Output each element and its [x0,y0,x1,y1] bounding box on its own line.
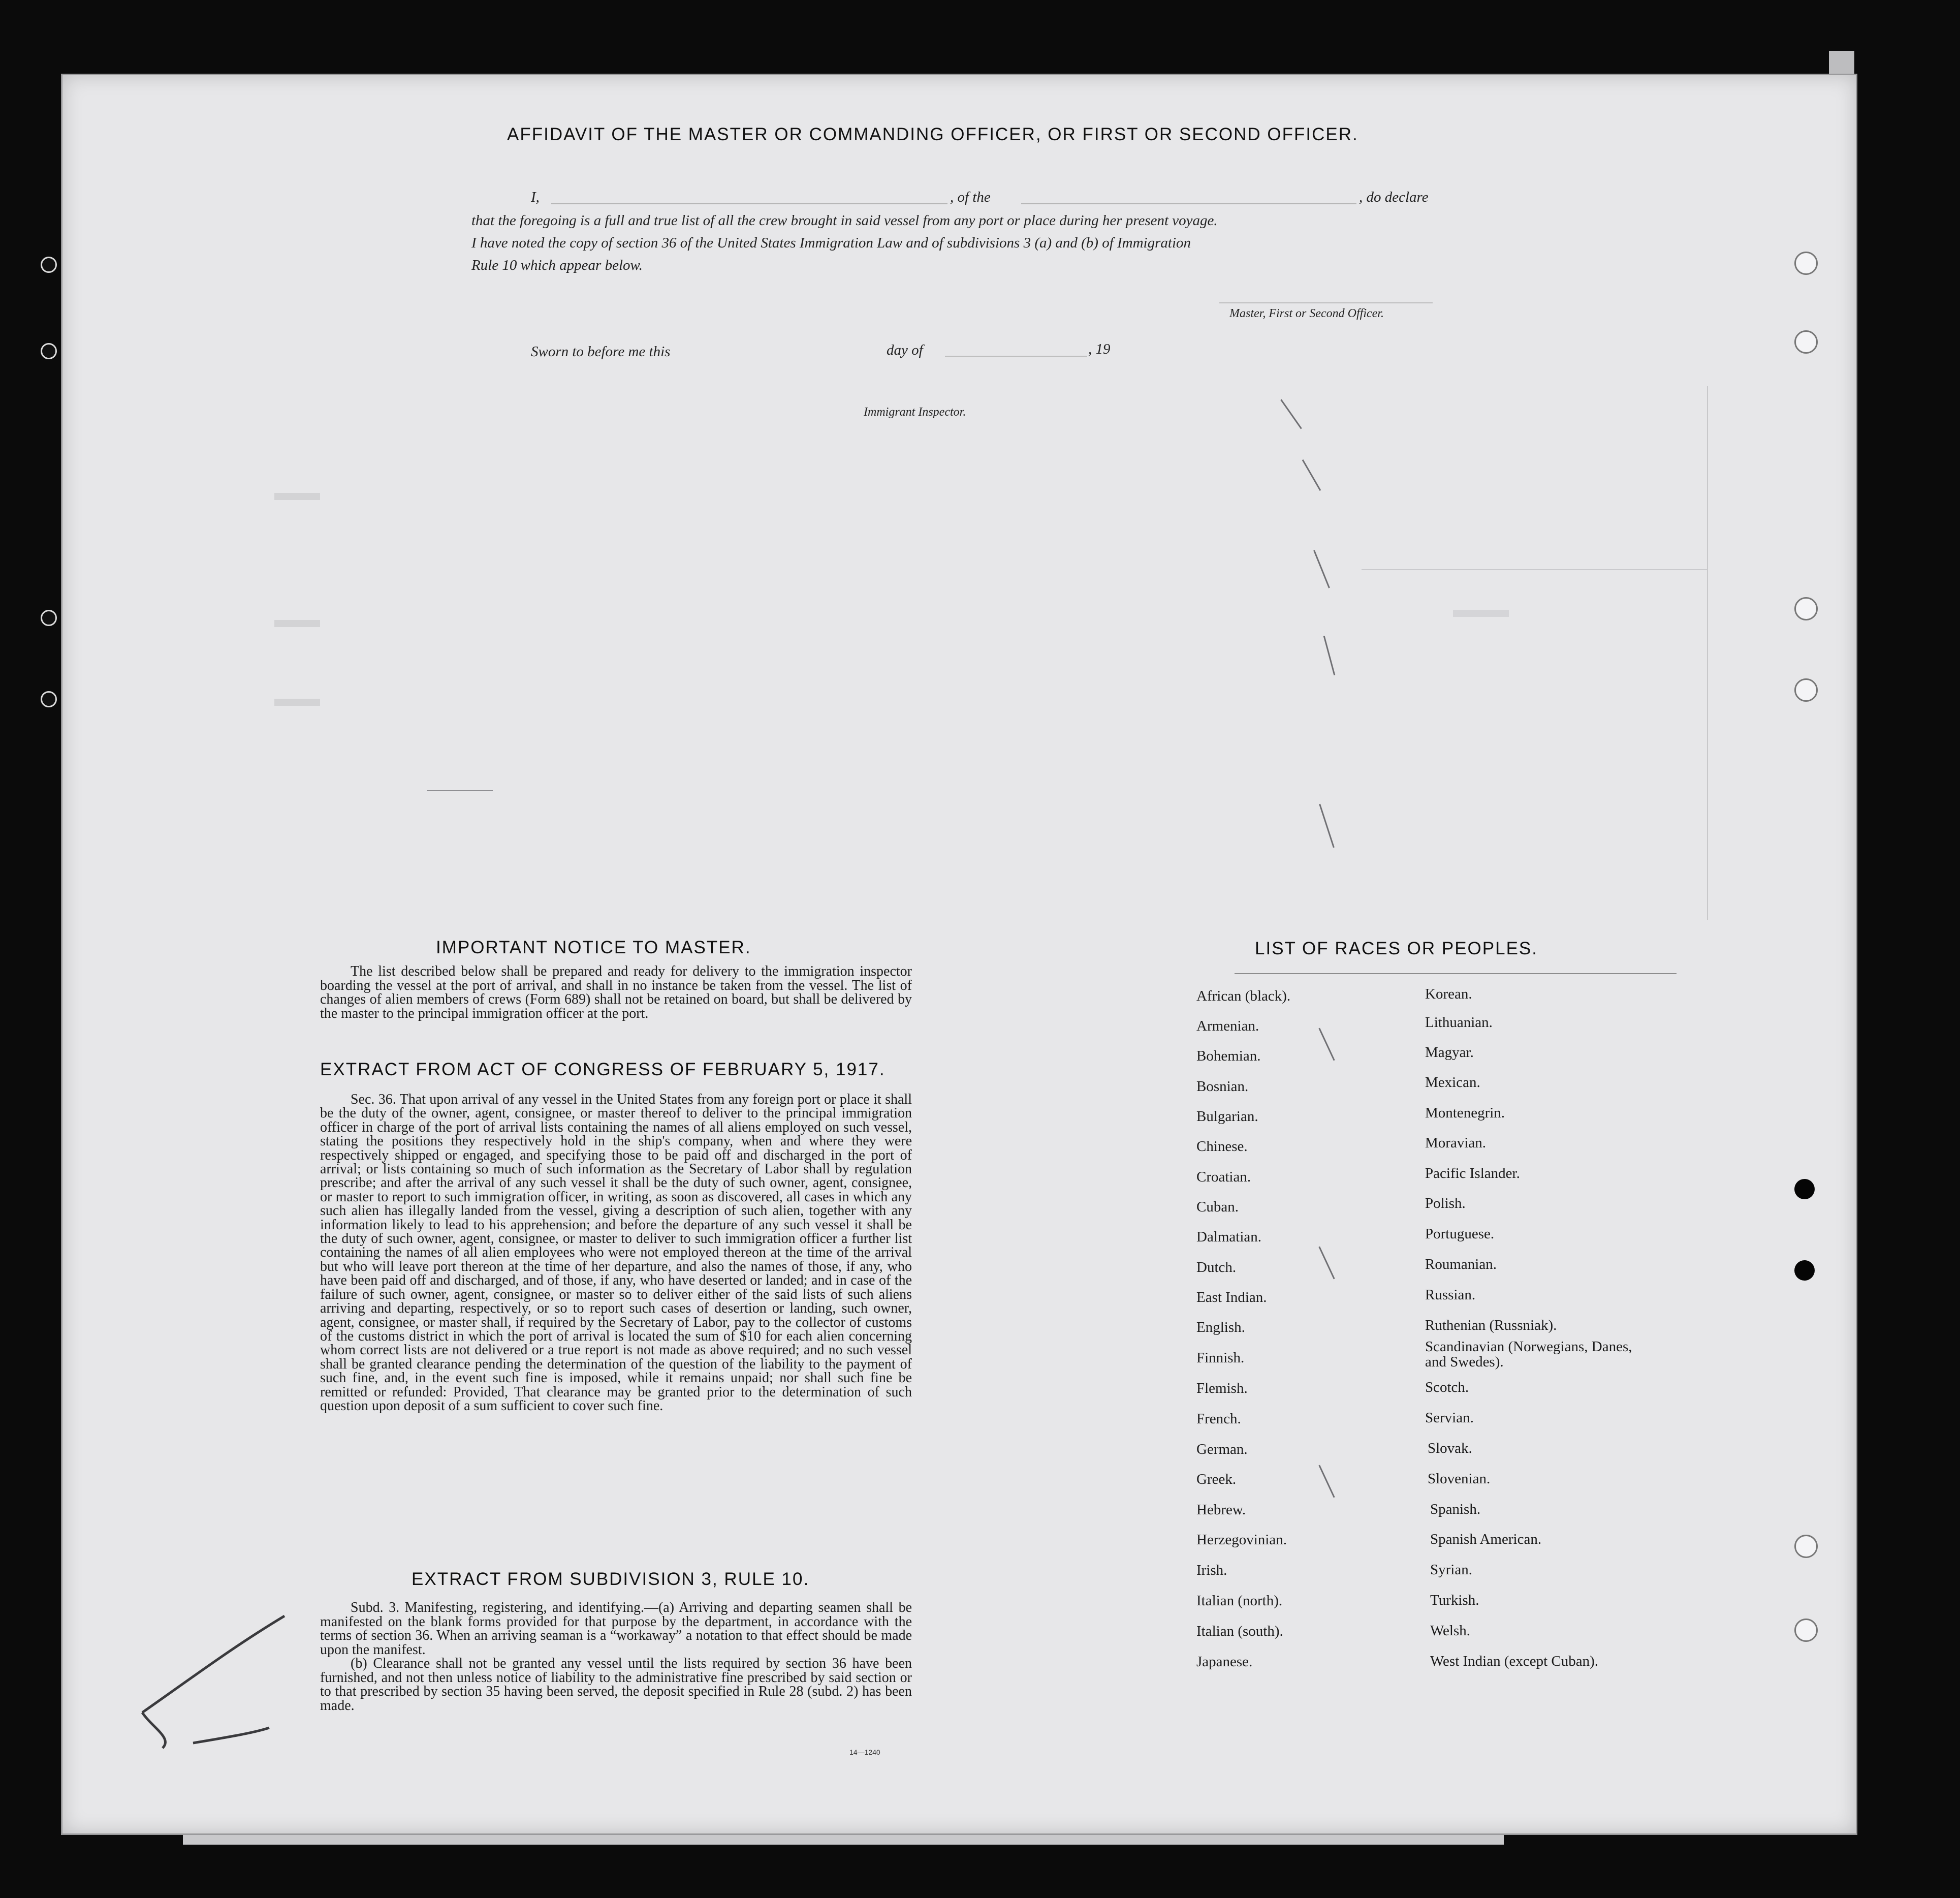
race-item: Italian (south). [1196,1623,1283,1639]
rule-text-b: (b) Clearance shall not be granted any vessel until the lists required by section 36 have been furnished, and not then unless notice of liability to the administrative fine prescribed by said section or to that prescribed by section 35 having been served, the deposit specified in Rule 28 (subd. 2) has been made. [320,1656,912,1714]
races-title: LIST OF RACES OR PEOPLES. [1255,939,1538,958]
month-blank [945,356,1087,357]
race-item: Slovenian. [1428,1471,1491,1487]
rule-text-a: Subd. 3. Manifesting, registering, and identifying.—(a) Arriving and departing seamen shall be manifested on the blank forms provided for that purpose by the department, in accordance with the terms of section 36. When an arriving seaman is a “workaway” a notation to that effect should be made upon the manifest. [320,1600,912,1658]
affidavit-i: I, [531,189,540,205]
year-19: , 19 [1088,341,1111,357]
act-paragraph [320,1093,912,1413]
punch-hole [1794,1535,1818,1558]
race-item: Chinese. [1196,1138,1248,1155]
race-item: Dalmatian. [1196,1229,1262,1245]
race-item: Bohemian. [1196,1048,1261,1064]
affidavit-declare: , do declare [1359,189,1429,205]
race-item: Japanese. [1196,1654,1253,1670]
punch-hole [1794,1619,1818,1642]
race-item: German. [1196,1441,1248,1457]
binder-ring [41,610,57,626]
race-item: Korean. [1425,986,1472,1002]
signature-label: Master, First or Second Officer. [1229,307,1384,320]
bleed-through [1453,610,1509,617]
faint-rule [1707,386,1708,920]
binder-ring [41,691,57,707]
race-item: Hebrew. [1196,1502,1246,1518]
bleed-through [274,493,320,500]
race-item-text: Scandinavian (Norwegians, Danes, and Swedes). [1425,1339,1632,1370]
race-item: Spanish. [1430,1501,1481,1517]
race-item: Pacific Islander. [1425,1165,1520,1181]
race-item: West Indian (except Cuban). [1430,1653,1599,1669]
race-item: Bulgarian. [1196,1108,1258,1125]
document-page [61,74,1857,1835]
bleed-through [274,620,320,627]
race-item: East Indian. [1196,1289,1267,1305]
punch-hole [1794,597,1818,620]
punch-hole [1794,252,1818,275]
affidavit-line4: Rule 10 which appear below. [471,257,643,273]
race-item: Moravian. [1425,1135,1486,1151]
pencil-scribble [132,1611,315,1753]
race-item: Finnish. [1196,1350,1245,1366]
race-item: Magyar. [1425,1044,1474,1061]
race-item: Ruthenian (Russniak). [1425,1317,1557,1333]
name-blank [551,203,947,204]
affidavit-line2: that the foregoing is a full and true list of all the crew brought in said vessel from any port or place during her present voyage. [471,212,1218,229]
notice-paragraph [320,964,912,1020]
signature-blank [1219,302,1433,303]
bleed-through [274,699,320,706]
notice-text: The list described below shall be prepared and ready for delivery to the immigration inspector boarding the vessel at the port of arrival, and shall in no instance be taken from the vessel. The list of changes of alien members of crews (Form 689) shall not be retained on board, but shall be delivered by the master to the principal immigration officer at the port. [320,963,912,1021]
race-item: Syrian. [1430,1562,1472,1578]
affidavit-line3: I have noted the copy of section 36 of the United States Immigration Law and of subdivisions 3 (a) and (b) of Immigration [471,235,1191,251]
race-item: Irish. [1196,1562,1227,1578]
race-item: Armenian. [1196,1018,1259,1034]
race-item: Croatian. [1196,1169,1251,1185]
race-item: French. [1196,1411,1241,1427]
race-item: Lithuanian. [1425,1014,1493,1031]
race-item: Russian. [1425,1287,1476,1303]
race-item: Welsh. [1430,1623,1471,1639]
binder-ring [41,343,57,359]
stray-line [427,790,493,791]
act-text: Sec. 36. That upon arrival of any vessel in the United States from any foreign port or place it shall be the duty of the owner, agent, consignee, or master thereof to deliver to the principal immigration officer in charge of the port of arrival lists containing the names of all aliens employed on such vessel, stating the positions they respectively hold in the ship's company, when and where they were respectively shipped or engaged, and specifying those to be paid off and discharged in the port of arrival; or lists containing so much of such information as the Secretary of Labor shall by regulation prescribe; and after the arrival of any such vessel it shall be the duty of such owner, agent, consignee, or master to report to such immigration officer, in writing, as soon as discovered, all cases in which any such alien has illegally landed from the vessel, giving a description of such alien, together with any information likely to lead to his apprehension; and before the departure of any such vessel it shall be the duty of such owner, agent, consignee, or master to deliver to such immigration officer a further list containing the names of all alien employees who were not employed thereon at the time of the arrival but who will leave port thereon at the time of her departure, and also the names of those, if any, who have been paid off and discharged, and of those, if any, who have deserted or landed; and in case of the failure of such owner, agent, consignee, or master so to deliver either of the said lists of such aliens arriving and departing, respectively, or so to report such cases of desertion or landing, such owner, agent, consignee, or master shall, if required by the Secretary of Labor, pay to the collector of customs of the customs district in which the port of arrival is located the sum of $10 for each alien concerning whom correct lists are not delivered or a true report is not made as above required; and no such vessel shall be granted clearance pending the determination of the question of the liability to the payment of such fine, and, in the event such fine is imposed, while it remains unpaid; nor shall such fine be remitted or refunded: Provided, That clearance may be granted prior to the determination of such question upon deposit of a sum sufficient to cover such fine. [320,1092,912,1414]
race-item: Scotch. [1425,1379,1469,1395]
race-item: English. [1196,1319,1245,1335]
race-item: Roumanian. [1425,1256,1497,1272]
binder-ring [41,257,57,273]
race-item: Bosnian. [1196,1078,1249,1095]
race-item: Dutch. [1196,1259,1237,1275]
race-item: Montenegrin. [1425,1105,1505,1121]
sworn-text: Sworn to before me this [531,344,671,360]
punch-dot [1794,1179,1815,1199]
race-item: Polish. [1425,1195,1466,1211]
race-item: Portuguese. [1425,1226,1495,1242]
race-item: Cuban. [1196,1199,1239,1215]
day-of: day of [887,342,923,358]
bleed-through [1362,569,1707,570]
punch-hole [1794,678,1818,702]
race-item: Flemish. [1196,1380,1248,1396]
form-number: 14—1240 [849,1748,880,1756]
inspector-label: Immigrant Inspector. [864,406,966,419]
race-item: African (black). [1196,988,1291,1004]
act-title: EXTRACT FROM ACT OF CONGRESS OF FEBRUARY 5, 1917. [320,1060,886,1079]
punch-hole [1794,330,1818,354]
race-item: Herzegovinian. [1196,1532,1287,1548]
race-item [1425,1339,1638,1370]
affidavit-of-the: , of the [950,189,991,205]
vessel-blank [1021,203,1356,204]
races-title-rule [1235,973,1677,974]
race-item: Mexican. [1425,1074,1480,1091]
rule-paragraph [320,1601,912,1713]
race-item: Servian. [1425,1410,1474,1426]
race-item: Spanish American. [1430,1531,1542,1547]
race-item: Italian (north). [1196,1593,1283,1609]
rule-title: EXTRACT FROM SUBDIVISION 3, RULE 10. [412,1569,810,1589]
race-item: Turkish. [1430,1592,1479,1608]
race-item: Greek. [1196,1471,1237,1487]
race-item: Slovak. [1428,1440,1472,1456]
affidavit-title: AFFIDAVIT OF THE MASTER OR COMMANDING OFFICER, OR FIRST OR SECOND OFFICER. [507,125,1358,144]
punch-dot [1794,1260,1815,1281]
notice-title: IMPORTANT NOTICE TO MASTER. [436,938,751,957]
